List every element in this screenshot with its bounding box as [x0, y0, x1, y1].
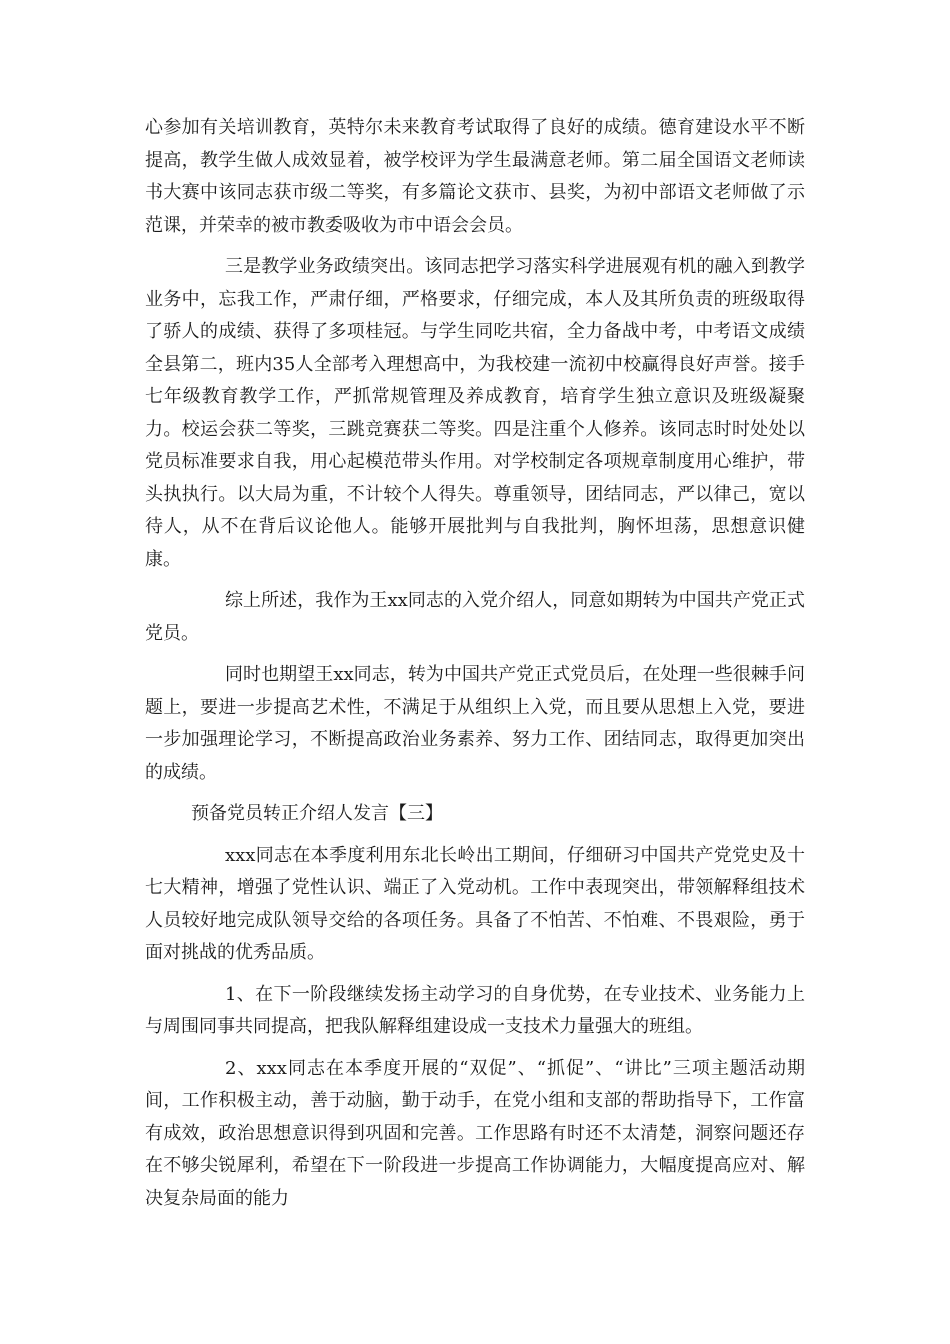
- paragraph-point-1: 1、在下一阶段继续发扬主动学习的自身优势，在专业技术、业务能力上与周围同事共同提高，把我队解释组建设成一支技术力量强大的班组。: [145, 983, 805, 1037]
- paragraph-training-results: 心参加有关培训教育，英特尔未来教育考试取得了良好的成绩。德育建设水平不断提高，教学生做人成效显着，被学校评为学生最满意老师。第二届全国语文老师读书大赛中该同志获市级二等奖，有多篇论文获市、县奖，为初中部语文老师做了示范课，并荣幸的被市教委吸收为市中语会会员。: [145, 117, 805, 236]
- paragraph-teaching-achievements: 三是教学业务政绩突出。该同志把学习落实科学进展观有机的融入到教学业务中，忘我工作，严肃仔细，严格要求，仔细完成，本人及其所负责的班级取得了骄人的成绩、获得了多项桂冠。与学生同吃共宿，全力备战中考，中考语文成绩全县第二，班内35人全部考入理想高中，为我校建一流初中校赢得良好声誉。接手七年级教育教学工作，严抓常规管理及养成教育，培育学生独立意识及班级凝聚力。校运会获二等奖，三跳竞赛获二等奖。四是注重个人修养。该同志时时处处以党员标准要求自我，用心起模范带头作用。对学校制定各项规章制度用心维护，带头执执行。以大局为重，不计较个人得失。尊重领导，团结同志，严以律己，宽以待人，从不在背后议论他人。能够开展批判与自我批判，胸怀坦荡，思想意识健康。: [145, 256, 805, 570]
- paragraph-quarter-study: xxx同志在本季度利用东北长岭出工期间，仔细研习中国共产党党史及十七大精神，增强了党性认识、端正了入党动机。工作中表现突出，带领解释组技术人员较好地完成队领导交给的各项任务。具备了不怕苦、不怕难、不畏艰险，勇于面对挑战的优秀品质。: [145, 844, 805, 963]
- document-page: [145, 112, 805, 1224]
- paragraph-point-2: 2、xxx同志在本季度开展的“双促”、“抓促”、“讲比”三项主题活动期间，工作积极主动，善于动脑，勤于动手，在党小组和支部的帮助指导下，工作富有成效，政治思想意识得到巩固和完善。工作思路有时还不太清楚，洞察问题还存在不够尖锐犀利，希望在下一阶段进一步提高工作协调能力，大幅度提高应对、解决复杂局面的能力: [145, 1057, 805, 1209]
- paragraph-summary-recommendation: 综上所述，我作为王xx同志的入党介绍人，同意如期转为中国共产党正式党员。: [145, 590, 805, 644]
- paragraph-expectations: 同时也期望王xx同志，转为中国共产党正式党员后，在处理一些很棘手问题上，要进一步提高艺术性，不满足于从组织上入党，而且要从思想上入党，要进一步加强理论学习，不断提高政治业务素养、努力工作、团结同志，取得更加突出的成绩。: [145, 664, 805, 783]
- section-heading: 预备党员转正介绍人发言【三】: [191, 803, 443, 824]
